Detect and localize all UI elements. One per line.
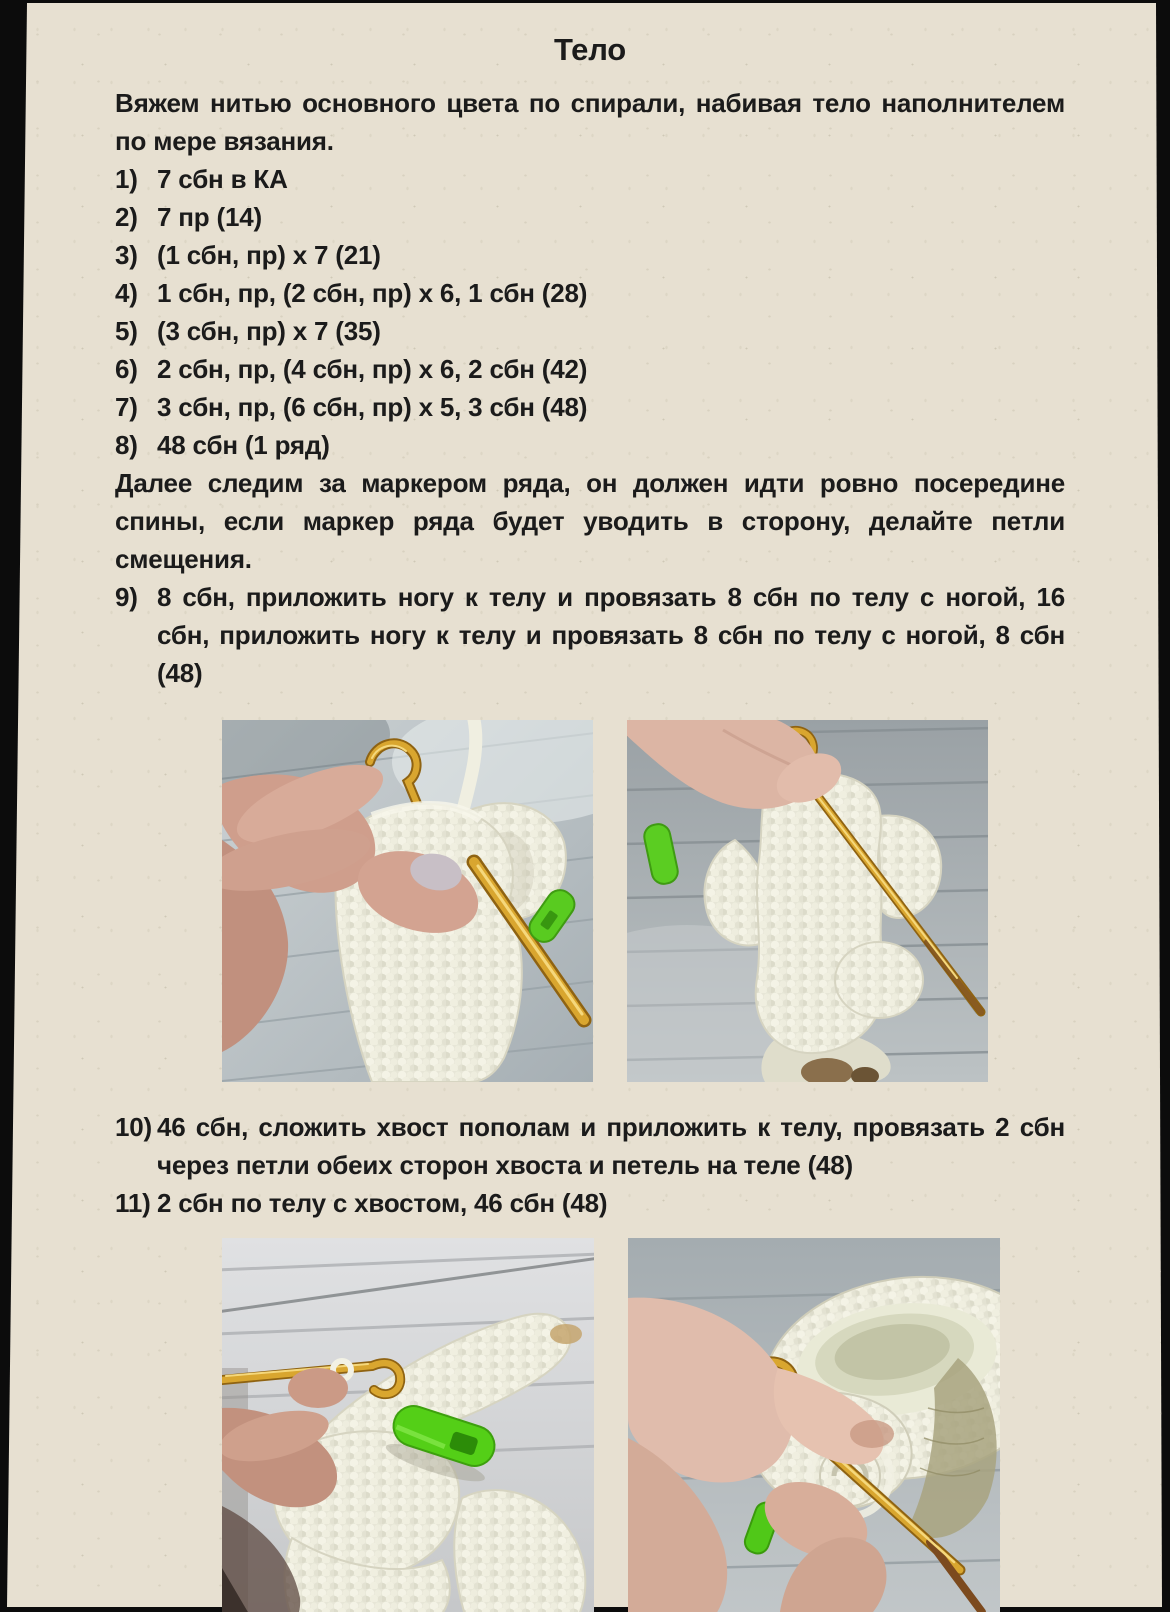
step-number: 4)	[115, 278, 138, 308]
step-text: (3 сбн, пр) х 7 (35)	[157, 316, 381, 346]
page-title: Тело	[553, 32, 627, 67]
step-text: (1 сбн, пр) х 7 (21)	[157, 240, 381, 270]
step-row-11	[115, 1184, 1065, 1222]
photo-step9-right	[627, 720, 988, 1082]
step-number: 7)	[115, 392, 138, 422]
step-text: 7 сбн в КА	[157, 164, 288, 194]
step-number: 8)	[115, 430, 138, 460]
photo-row-step10	[115, 1238, 1065, 1612]
step-text: 48 сбн (1 ряд)	[157, 430, 330, 460]
plush-leg-bulge	[835, 942, 923, 1018]
photo-step10-left	[222, 1238, 594, 1612]
step-number: 2)	[115, 202, 138, 232]
step-number: 5)	[115, 316, 138, 346]
step-text: 2 сбн по телу с хвостом, 46 сбн (48)	[157, 1188, 608, 1218]
step-row-1	[115, 160, 1065, 198]
step-number: 3)	[115, 240, 138, 270]
marker-note-paragraph: Далее следим за маркером ряда, он должен идти ровно посередине спины, если маркер ряда будет уводить в сторону, делайте петли смещения.	[115, 468, 1065, 574]
step-number: 11)	[115, 1188, 151, 1218]
photo-step9-left	[222, 720, 593, 1082]
step-text: 8 сбн, приложить ногу к телу и провязать 8 сбн по телу с ногой, 16 сбн, приложить ногу к телу и провязать 8 сбн по телу с ногой, 8 сбн (48)	[157, 582, 1065, 688]
step-row-4	[115, 274, 1065, 312]
step-text: 3 сбн, пр, (6 сбн, пр) х 5, 3 сбн (48)	[157, 392, 588, 422]
fingertip	[288, 1368, 348, 1408]
step-number: 6)	[115, 354, 138, 384]
step-row-5	[115, 312, 1065, 350]
photo-row-step9	[115, 720, 1065, 1082]
step-text: 7 пр (14)	[157, 202, 262, 232]
tail-tip	[550, 1324, 582, 1344]
step-row-10	[115, 1108, 1065, 1184]
step-number: 9)	[115, 582, 138, 612]
step-row-3	[115, 236, 1065, 274]
step-text: 46 сбн, сложить хвост пополам и приложить к телу, провязать 2 сбн через петли обеих сторон хвоста и петель на теле (48)	[157, 1112, 1065, 1180]
step-number: 1)	[115, 164, 138, 194]
step-row-6	[115, 350, 1065, 388]
photo-step10-right	[628, 1238, 1000, 1612]
intro-paragraph: Вяжем нитью основного цвета по спирали, набивая тело наполнителем по мере вязания.	[115, 88, 1065, 156]
step-text: 2 сбн, пр, (4 сбн, пр) х 6, 2 сбн (42)	[157, 354, 588, 384]
step-text: 1 сбн, пр, (2 сбн, пр) х 6, 1 сбн (28)	[157, 278, 588, 308]
step-row-8	[115, 426, 1065, 464]
pattern-content	[115, 0, 1065, 1612]
step-number: 10)	[115, 1112, 152, 1142]
step-row-9	[115, 578, 1065, 692]
step-row-2	[115, 198, 1065, 236]
step-row-7	[115, 388, 1065, 426]
